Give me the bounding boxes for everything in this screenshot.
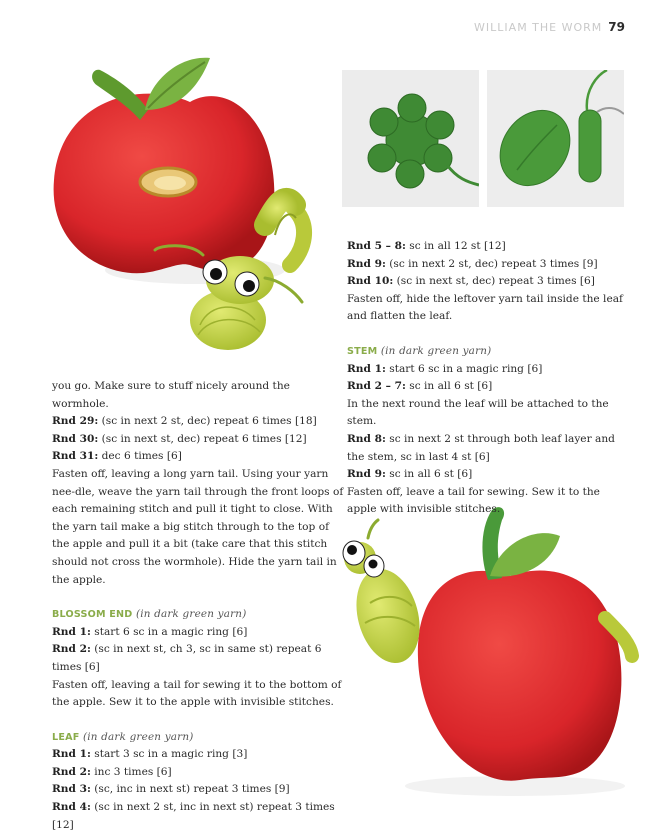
round-label: Rnd 30: xyxy=(52,432,99,445)
round-label: Rnd 31: xyxy=(52,450,99,463)
round-label: Rnd 2: xyxy=(52,765,91,778)
leaf-lines xyxy=(52,746,344,834)
chapter-title: WILLIAM THE WORM xyxy=(474,21,603,34)
section-heading-stem: STEM (in dark green yarn) xyxy=(347,344,492,357)
photo-worm-in-apple xyxy=(330,498,660,798)
round-label: Rnd 5 – 8: xyxy=(347,240,406,252)
round-instruction: Rnd 2: inc 3 times [6] xyxy=(52,765,172,778)
instruction-text: In the next round the leaf will be attached to the stem. xyxy=(347,397,609,428)
section-heading-blossom-end: BLOSSOM END (in dark green yarn) xyxy=(52,608,247,621)
blossom-end-lines xyxy=(52,624,344,712)
round-instruction: Rnd 4: (sc in next 2 st, inc in next st) repeat 3 times [12] xyxy=(52,801,335,831)
round-instruction: Rnd 1: start 6 sc in a magic ring [6] xyxy=(52,625,248,638)
instruction-text: Fasten off, hide the leftover yarn tail inside the leaf and flatten the leaf. xyxy=(347,292,623,323)
round-label: Rnd 29: xyxy=(52,415,99,428)
round-label: Rnd 8: xyxy=(347,432,386,445)
round-instruction: Rnd 29: (sc in next 2 st, dec) repeat 6 times [18] xyxy=(52,415,317,428)
instruction-text: you go. Make sure to stuff nicely around the wormhole. xyxy=(52,380,290,410)
stem-lines xyxy=(347,361,629,519)
round-instruction: Rnd 9: sc in all 6 st [6] xyxy=(347,468,473,481)
stem-piece xyxy=(579,110,601,182)
photo-blossom-end xyxy=(342,70,479,207)
round-label: Rnd 1: xyxy=(347,362,386,375)
round-label: Rnd 9: xyxy=(347,468,386,481)
round-label: Rnd 4: xyxy=(52,801,91,814)
instruction-text: Fasten off, leaving a long yarn tail. Using your yarn nee-dle, weave the yarn tail through the front loops of each remaining stitch and pull it tight to close. With the yarn tail make a big stitch through to the top of the apple and pull it a bit (take care that this stitch should not cross the wormhole). Hide the yarn tail in the apple. xyxy=(52,467,344,586)
round-label: Rnd 9: xyxy=(347,257,386,270)
photo-leaf-and-stem xyxy=(487,70,624,207)
round-instruction: Rnd 31: dec 6 times [6] xyxy=(52,450,182,463)
round-instruction: Rnd 1: start 3 sc in a magic ring [3] xyxy=(52,748,248,761)
apple-body-2 xyxy=(418,571,622,781)
round-label: Rnd 2: xyxy=(52,643,91,656)
instruction-text: Fasten off, leaving a tail for sewing it to the bottom of the apple. Sew it to the apple with invisible stitches. xyxy=(52,678,342,709)
apple-leaf-2 xyxy=(490,533,560,576)
photo-apple-with-worm xyxy=(40,40,340,360)
round-instruction: Rnd 8: sc in next 2 st through both leaf layer and the stem, sc in last 4 st [6] xyxy=(347,432,615,463)
round-label: Rnd 1: xyxy=(52,748,91,761)
round-instruction: Rnd 1: start 6 sc in a magic ring [6] xyxy=(347,362,543,375)
running-header xyxy=(474,20,625,34)
left-main-lines xyxy=(52,378,344,589)
round-label: Rnd 3: xyxy=(52,783,91,796)
round-instruction: Rnd 30: (sc in next st, dec) repeat 6 times [12] xyxy=(52,432,307,445)
round-label: Rnd 10: xyxy=(347,275,394,288)
section-heading-leaf: LEAF (in dark green yarn) xyxy=(52,730,194,743)
instructions-left-column xyxy=(52,378,344,834)
round-instruction: Rnd 2: (sc in next st, ch 3, sc in same st) repeat 6 times [6] xyxy=(52,643,322,673)
round-label: Rnd 1: xyxy=(52,625,91,638)
round-instruction: Rnd 9: (sc in next 2 st, dec) repeat 3 times [9] xyxy=(347,257,598,270)
page-number: 79 xyxy=(608,20,625,34)
round-instruction: Rnd 10: (sc in next st, dec) repeat 3 times [6] xyxy=(347,275,595,288)
right-main-lines xyxy=(347,238,629,326)
round-instruction: Rnd 2 – 7: sc in all 6 st [6] xyxy=(347,380,493,393)
round-instruction: Rnd 3: (sc, inc in next st) repeat 3 times [9] xyxy=(52,783,290,796)
round-label: Rnd 2 – 7: xyxy=(347,380,406,393)
instructions-right-column xyxy=(347,238,629,519)
round-instruction: Rnd 5 – 8: sc in all 12 st [12] xyxy=(347,240,506,252)
instruction-text: Fasten off, leave a tail for sewing. Sew it to the apple with invisible stitches. xyxy=(347,485,600,516)
